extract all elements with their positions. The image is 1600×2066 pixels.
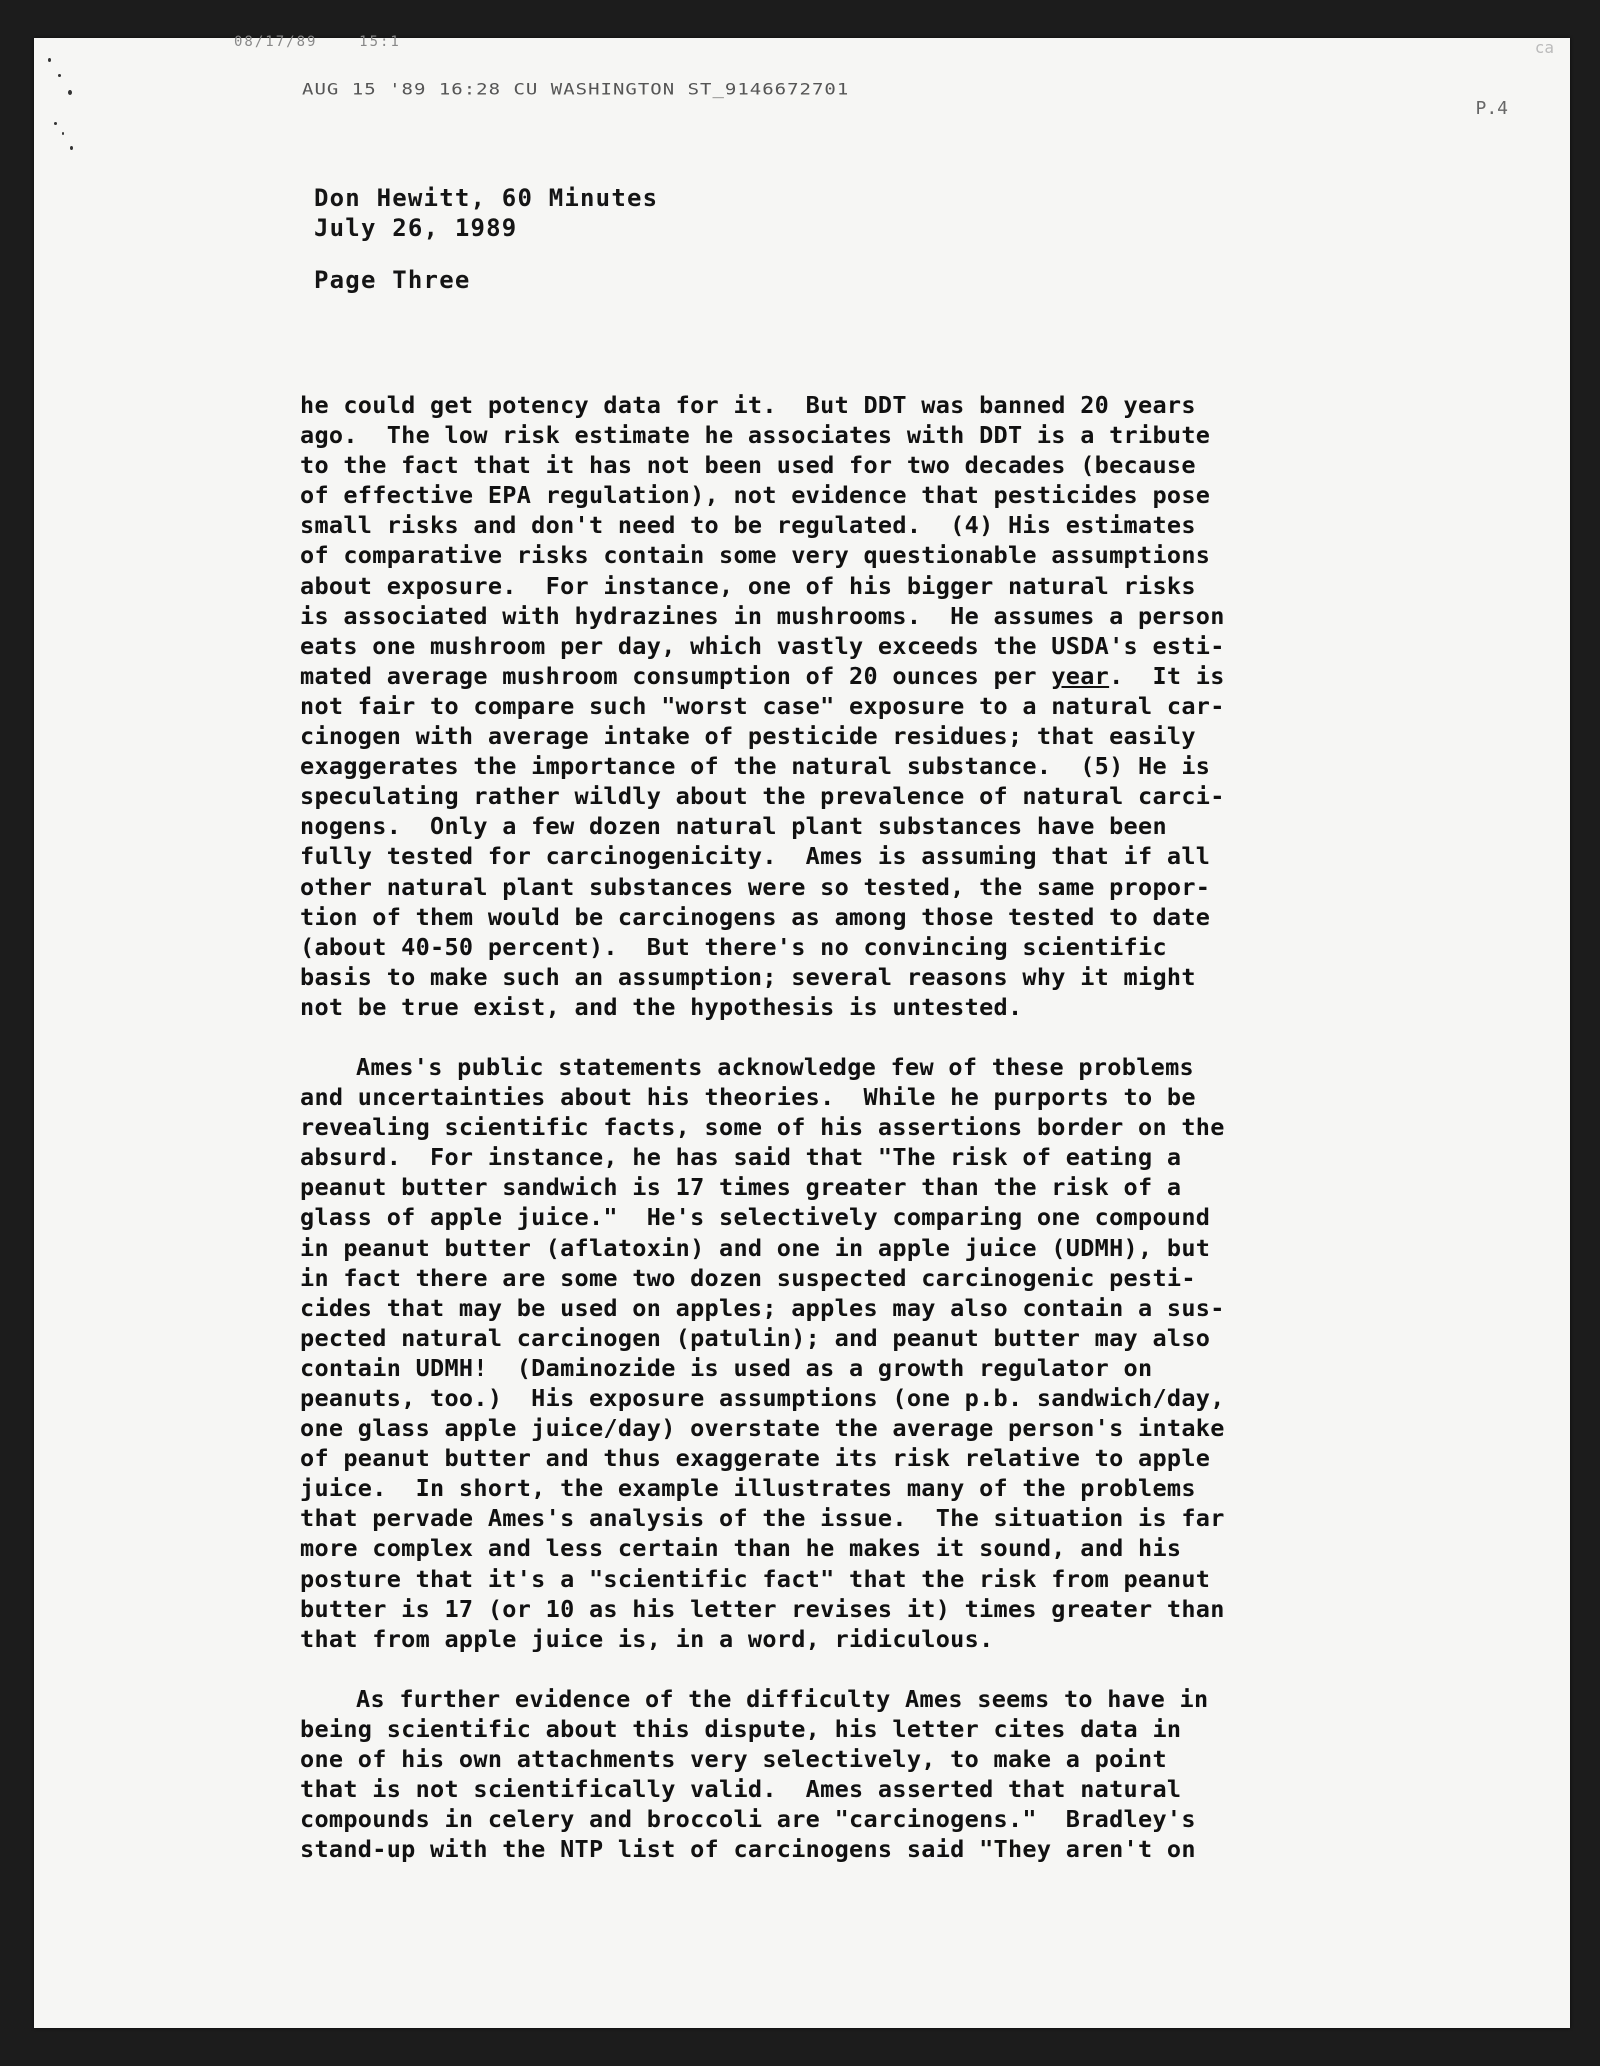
text-line: peanuts, too.) His exposure assumptions (one p.b. sandwich/day,: [300, 1384, 1225, 1412]
text-line: butter is 17 (or 10 as his letter revises it) times greater than: [300, 1594, 1225, 1623]
text-line: nogens. Only a few dozen natural plant substances have been: [300, 812, 1167, 841]
text-line: not fair to compare such "worst case" exposure to a natural car-: [300, 691, 1225, 720]
text-line: basis to make such an assumption; several reasons why it might: [300, 962, 1196, 991]
text-line: one of his own attachments very selectively, to make a point: [300, 1745, 1167, 1774]
text-line: tion of them would be carcinogens as among those tested to date: [300, 902, 1211, 931]
fax-page-marker: P.4: [1475, 98, 1508, 119]
text-line: glass of apple juice." He's selectively comparing one compound: [300, 1203, 1211, 1232]
text-line: ago. The low risk estimate he associates with DDT is a tribute: [300, 421, 1211, 450]
text-line: stand-up with the NTP list of carcinogens said "They aren't on: [300, 1835, 1196, 1864]
date-line: July 26, 1989: [314, 214, 518, 242]
text-line: not be true exist, and the hypothesis is untested.: [300, 992, 1023, 1021]
text-line: eats one mushroom per day, which vastly exceeds the USDA's esti-: [300, 631, 1225, 660]
text-line: absurd. For instance, he has said that "The risk of eating a: [300, 1143, 1182, 1172]
text-line: in fact there are some two dozen suspected carcinogenic pesti-: [300, 1263, 1196, 1292]
text-line: and uncertainties about his theories. While he purports to be: [300, 1083, 1196, 1112]
text-line: mated average mushroom consumption of 20 ounces per year. It is: [300, 661, 1225, 690]
text-line: other natural plant substances were so tested, the same propor-: [300, 872, 1211, 901]
corner-handwritten-mark: ca: [1534, 38, 1554, 57]
text-line: Ames's public statements acknowledge few of these problems: [356, 1052, 1194, 1081]
recipient-line: Don Hewitt, 60 Minutes: [314, 184, 659, 212]
text-line: exaggerates the importance of the natural substance. (5) He is: [300, 752, 1211, 781]
text-line: (about 40-50 percent). But there's no convincing scientific: [300, 932, 1167, 961]
text-line: juice. In short, the example illustrates many of the problems: [300, 1474, 1196, 1503]
document-page: [34, 34, 1570, 2028]
text-line: one glass apple juice/day) overstate the average person's intake: [300, 1414, 1225, 1443]
text-line: being scientific about this dispute, his letter cites data in: [300, 1714, 1182, 1743]
fax-top-clipped-header: 08/17/89 15:1: [234, 34, 401, 50]
text-line: of comparative risks contain some very questionable assumptions: [300, 541, 1211, 570]
text-line: he could get potency data for it. But DDT was banned 20 years: [300, 391, 1196, 419]
text-line: more complex and less certain than he makes it sound, and his: [300, 1534, 1182, 1563]
text-line: As further evidence of the difficulty Ames seems to have in: [356, 1684, 1209, 1713]
text-line: cinogen with average intake of pesticide residues; that easily: [300, 722, 1196, 751]
underlined-word: year: [1051, 661, 1110, 690]
text-line: is associated with hydrazines in mushrooms. He assumes a person: [300, 601, 1225, 630]
text-line: that is not scientifically valid. Ames asserted that natural: [300, 1775, 1182, 1804]
paragraph-gap: [300, 1022, 1480, 1052]
text-line: posture that it's a "scientific fact" that the risk from peanut: [300, 1564, 1211, 1593]
paragraph: [300, 1684, 1480, 1865]
paragraph: [300, 390, 1480, 1022]
text-line: that from apple juice is, in a word, ridiculous.: [300, 1624, 994, 1653]
text-line: pected natural carcinogen (patulin); and peanut butter may also: [300, 1323, 1211, 1352]
text-line: cides that may be used on apples; apples may also contain a sus-: [300, 1293, 1225, 1322]
text-line: contain UDMH! (Daminozide is used as a growth regulator on: [300, 1353, 1153, 1382]
text-line: fully tested for carcinogenicity. Ames is assuming that if all: [300, 842, 1211, 871]
text-line: of effective EPA regulation), not evidence that pesticides pose: [300, 481, 1211, 510]
text-line: about exposure. For instance, one of his bigger natural risks: [300, 571, 1196, 600]
text-line: speculating rather wildly about the prevalence of natural carci-: [300, 782, 1225, 811]
paragraph-gap: [300, 1654, 1480, 1684]
text-line: of peanut butter and thus exaggerate its risk relative to apple: [300, 1444, 1211, 1473]
text-line: small risks and don't need to be regulated. (4) His estimates: [300, 511, 1196, 540]
text-line: compounds in celery and broccoli are "carcinogens." Bradley's: [300, 1805, 1196, 1834]
text-line: that pervade Ames's analysis of the issue. The situation is far: [300, 1504, 1225, 1533]
fax-transmission-header: AUG 15 '89 16:28 CU WASHINGTON ST_9146672701: [302, 80, 850, 99]
text-line: to the fact that it has not been used for two decades (because: [300, 451, 1196, 480]
text-line: peanut butter sandwich is 17 times greater than the risk of a: [300, 1173, 1182, 1202]
text-line: in peanut butter (aflatoxin) and one in apple juice (UDMH), but: [300, 1233, 1211, 1262]
letter-body: [300, 390, 1480, 1864]
page-label: Page Three: [314, 266, 471, 294]
paragraph: [300, 1052, 1480, 1654]
text-line: revealing scientific facts, some of his assertions border on the: [300, 1113, 1225, 1142]
letter-heading: [314, 183, 658, 295]
